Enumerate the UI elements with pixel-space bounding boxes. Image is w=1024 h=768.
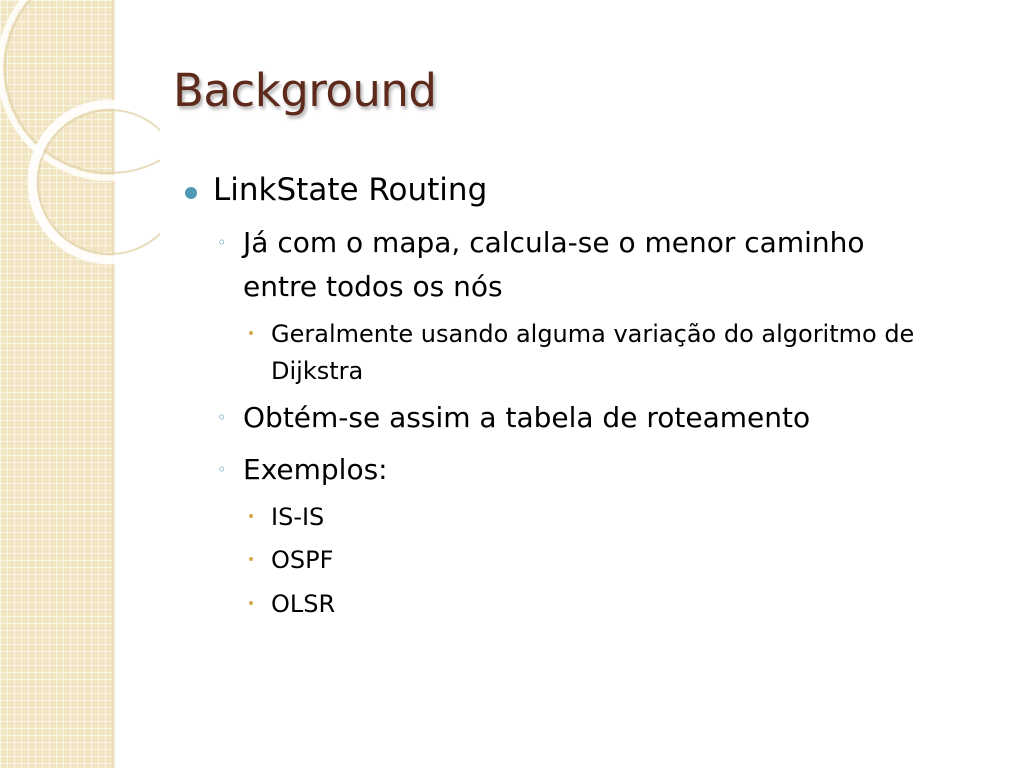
bullet-text: IS-IS (271, 503, 325, 532)
bullet-text: Já com o mapa, calcula-se o menor caminho entre todos os nós (243, 226, 865, 303)
round-bullet-icon (185, 187, 197, 199)
bullet-level2 (217, 396, 975, 439)
bullet-level2 (217, 221, 943, 308)
bullet-level3 (245, 542, 975, 579)
bullet-level3 (245, 499, 975, 536)
bullet-text: Geralmente usando alguma variação do algoritmo de Dijkstra (271, 319, 915, 386)
bullet-text: OLSR (271, 589, 336, 618)
decorative-circle-large-shade (5, 0, 160, 173)
bullet-level1 (185, 172, 975, 209)
ring-bullet-icon: ◦ (217, 459, 227, 479)
decorative-circle-small (32, 104, 160, 260)
bullet-list (185, 172, 975, 629)
bullet-text: LinkState Routing (213, 172, 488, 208)
dot-bullet-icon (249, 557, 253, 561)
bullet-text: Exemplos: (243, 452, 388, 486)
ring-bullet-icon: ◦ (217, 408, 227, 428)
dot-bullet-icon (249, 601, 253, 605)
bullet-level2 (217, 448, 975, 491)
bullet-level3 (245, 586, 975, 623)
slide-title: Background (173, 64, 437, 117)
decorative-circle-large (0, 0, 160, 178)
dot-bullet-icon (249, 331, 253, 335)
bullet-text: Obtém-se assim a tabela de roteamento (243, 401, 811, 435)
bullet-text: OSPF (271, 546, 334, 575)
dot-bullet-icon (249, 514, 253, 518)
bullet-level3 (245, 316, 971, 390)
ring-bullet-icon: ◦ (217, 233, 227, 253)
decorative-circles (0, 0, 160, 300)
